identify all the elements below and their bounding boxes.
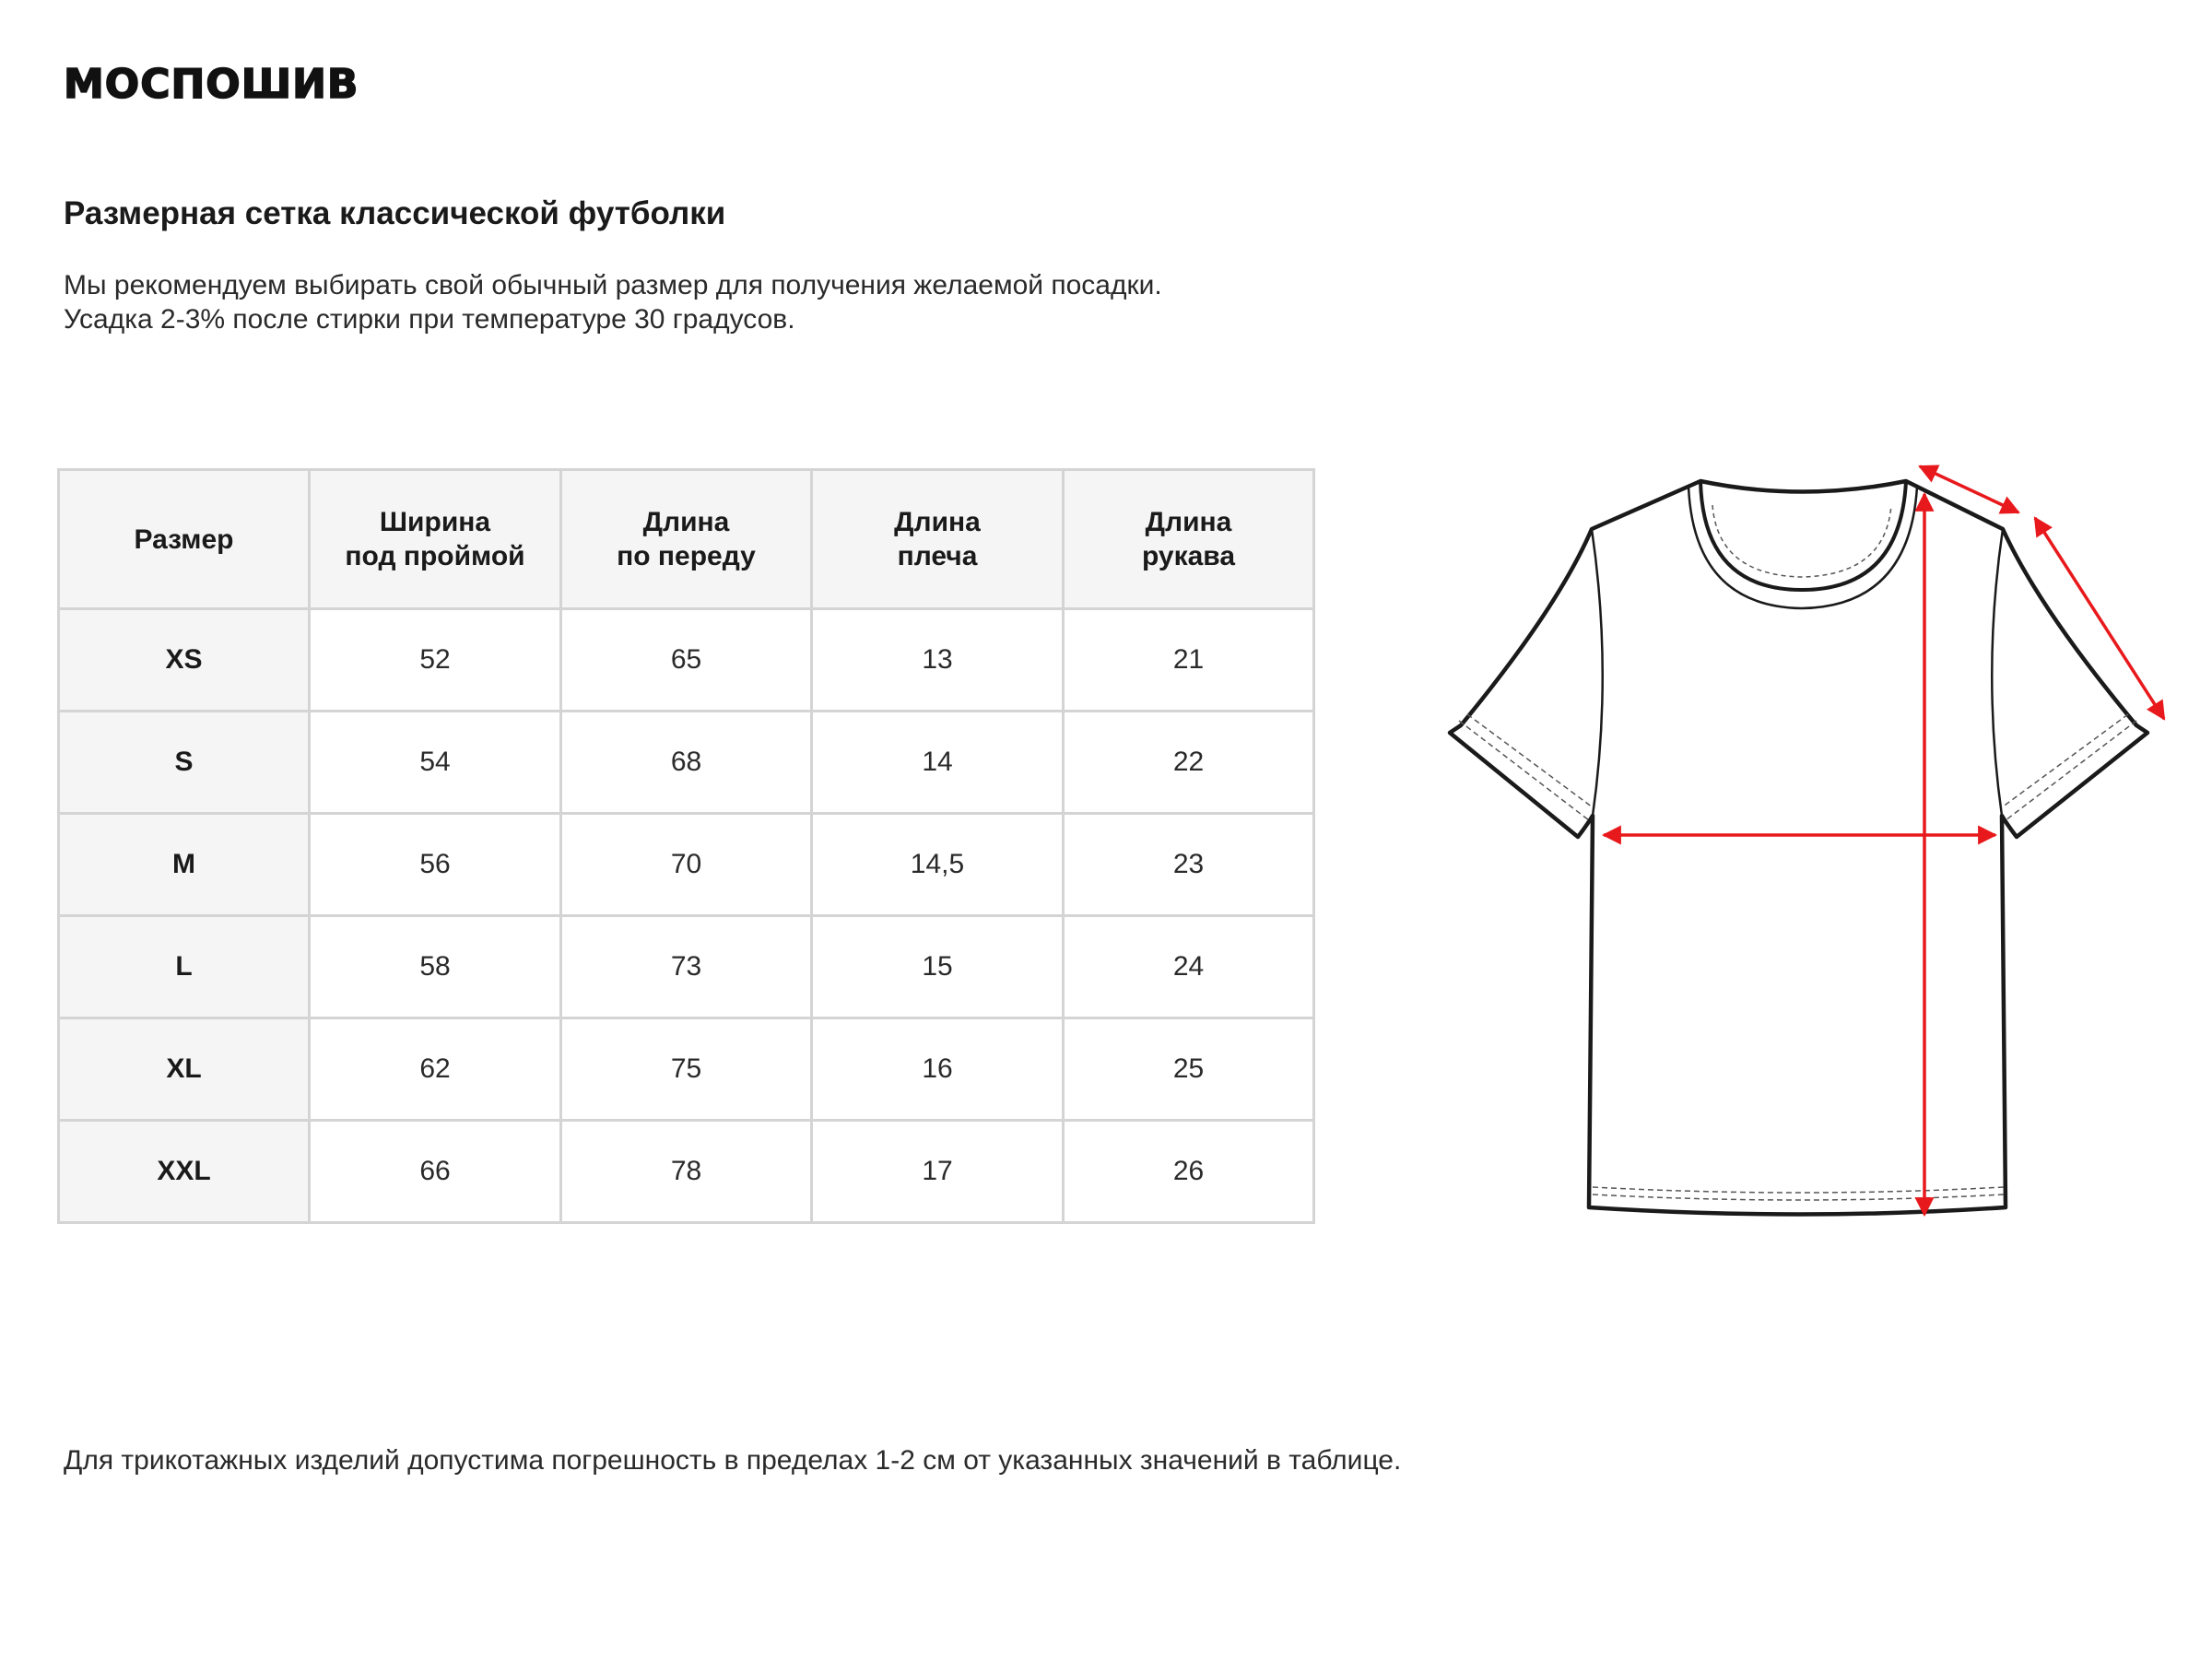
column-header-line: Длина <box>894 507 981 537</box>
shoulder-cell: 14 <box>812 712 1064 814</box>
width-cell: 56 <box>310 814 561 916</box>
size-cell: M <box>59 814 310 916</box>
column-header-line: рукава <box>1141 541 1236 571</box>
column-header-front-length <box>561 470 812 609</box>
page-description <box>64 268 1162 336</box>
column-header-line: Размер <box>134 524 234 555</box>
shoulder-cell: 17 <box>812 1121 1064 1223</box>
column-header-line: Ширина <box>379 507 491 537</box>
sleeve-cell: 23 <box>1064 814 1314 916</box>
size-cell: XS <box>59 609 310 712</box>
column-header-width <box>310 470 561 609</box>
table-row <box>59 814 1314 916</box>
column-header-line: под проймой <box>345 541 525 571</box>
sleeve-cell: 21 <box>1064 609 1314 712</box>
description-line: Мы рекомендуем выбирать свой обычный размер для получения желаемой посадки. <box>64 270 1162 300</box>
column-header-size <box>59 470 310 609</box>
tolerance-note: Для трикотажных изделий допустима погрешность в пределах 1-2 см от указанных значений в таблице. <box>64 1445 1402 1476</box>
column-header-line: плеча <box>897 541 978 571</box>
brand-logo: МОСПОШИВ <box>64 61 359 108</box>
table-row <box>59 1018 1314 1121</box>
width-cell: 58 <box>310 916 561 1018</box>
size-cell: XL <box>59 1018 310 1121</box>
table-row <box>59 916 1314 1018</box>
tshirt-measurement-diagram <box>1438 452 2175 1235</box>
size-table <box>57 468 1315 1224</box>
column-header-line: по переду <box>617 541 756 571</box>
table-row <box>59 609 1314 712</box>
column-header-sleeve-length <box>1064 470 1314 609</box>
front-length-cell: 73 <box>561 916 812 1018</box>
shoulder-cell: 15 <box>812 916 1064 1018</box>
size-cell: XXL <box>59 1121 310 1223</box>
width-cell: 62 <box>310 1018 561 1121</box>
table-row <box>59 712 1314 814</box>
column-header-line: Длина <box>642 507 730 537</box>
page-title: Размерная сетка классической футболки <box>64 195 726 231</box>
front-length-cell: 70 <box>561 814 812 916</box>
front-length-cell: 78 <box>561 1121 812 1223</box>
size-cell: S <box>59 712 310 814</box>
sleeve-cell: 26 <box>1064 1121 1314 1223</box>
width-cell: 66 <box>310 1121 561 1223</box>
width-cell: 54 <box>310 712 561 814</box>
front-length-cell: 65 <box>561 609 812 712</box>
size-cell: L <box>59 916 310 1018</box>
table-header-row <box>59 470 1314 609</box>
sleeve-cell: 22 <box>1064 712 1314 814</box>
shoulder-cell: 14,5 <box>812 814 1064 916</box>
front-length-cell: 68 <box>561 712 812 814</box>
front-length-cell: 75 <box>561 1018 812 1121</box>
shoulder-cell: 13 <box>812 609 1064 712</box>
width-cell: 52 <box>310 609 561 712</box>
description-line: Усадка 2-3% после стирки при температуре 30 градусов. <box>64 304 795 335</box>
sleeve-cell: 25 <box>1064 1018 1314 1121</box>
sleeve-cell: 24 <box>1064 916 1314 1018</box>
table-row <box>59 1121 1314 1223</box>
column-header-line: Длина <box>1145 507 1232 537</box>
column-header-shoulder-length <box>812 470 1064 609</box>
shoulder-cell: 16 <box>812 1018 1064 1121</box>
